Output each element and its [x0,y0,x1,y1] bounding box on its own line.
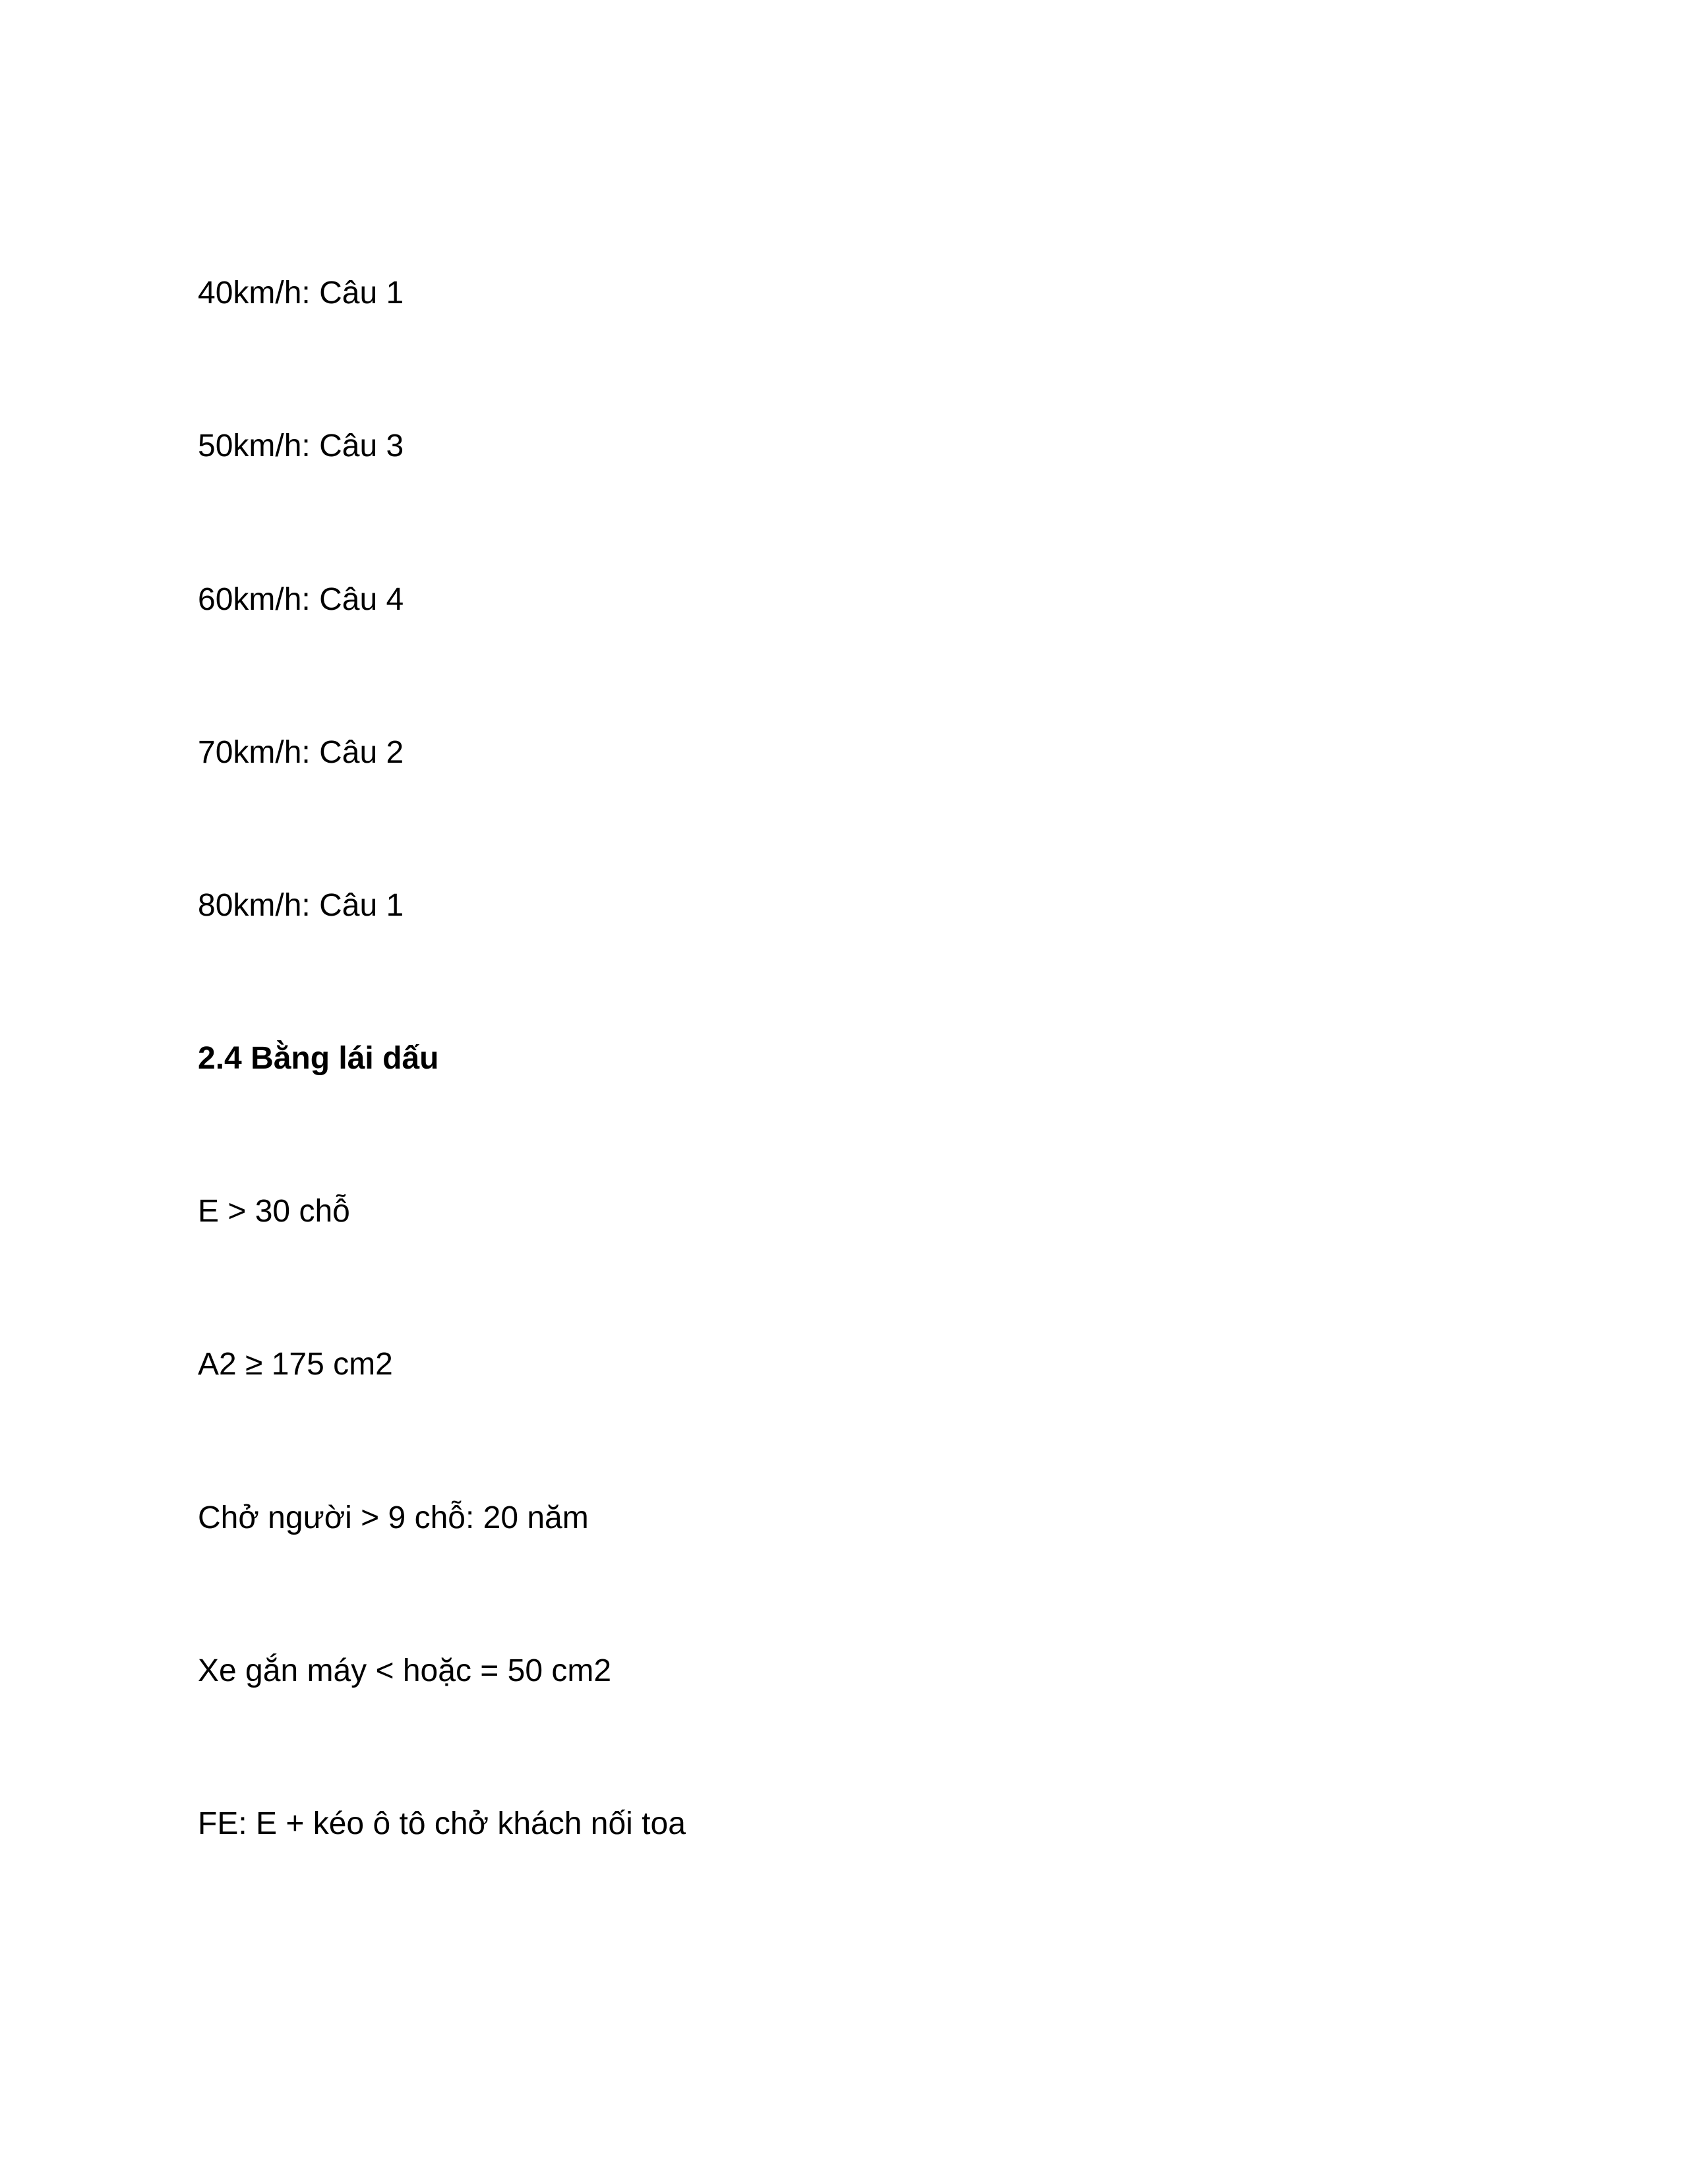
speed-answer-line: 80km/h: Câu 1 [198,888,404,923]
speed-answer-line: 40km/h: Câu 1 [198,276,404,310]
speed-answer-line: 50km/h: Câu 3 [198,428,404,463]
section-heading: 2.4 Bằng lái dấu [198,1041,439,1076]
license-note-line: FE: E + kéo ô tô chở khách nối toa [198,1806,686,1841]
speed-answer-line: 70km/h: Câu 2 [198,735,404,770]
license-note-line: E > 30 chỗ [198,1194,350,1229]
license-note-line: A2 ≥ 175 cm2 [198,1347,393,1382]
speed-answer-line: 60km/h: Câu 4 [198,582,404,617]
license-note-line: Chở người > 9 chỗ: 20 năm [198,1500,589,1535]
license-note-line: Xe gắn máy < hoặc = 50 cm2 [198,1653,612,1688]
